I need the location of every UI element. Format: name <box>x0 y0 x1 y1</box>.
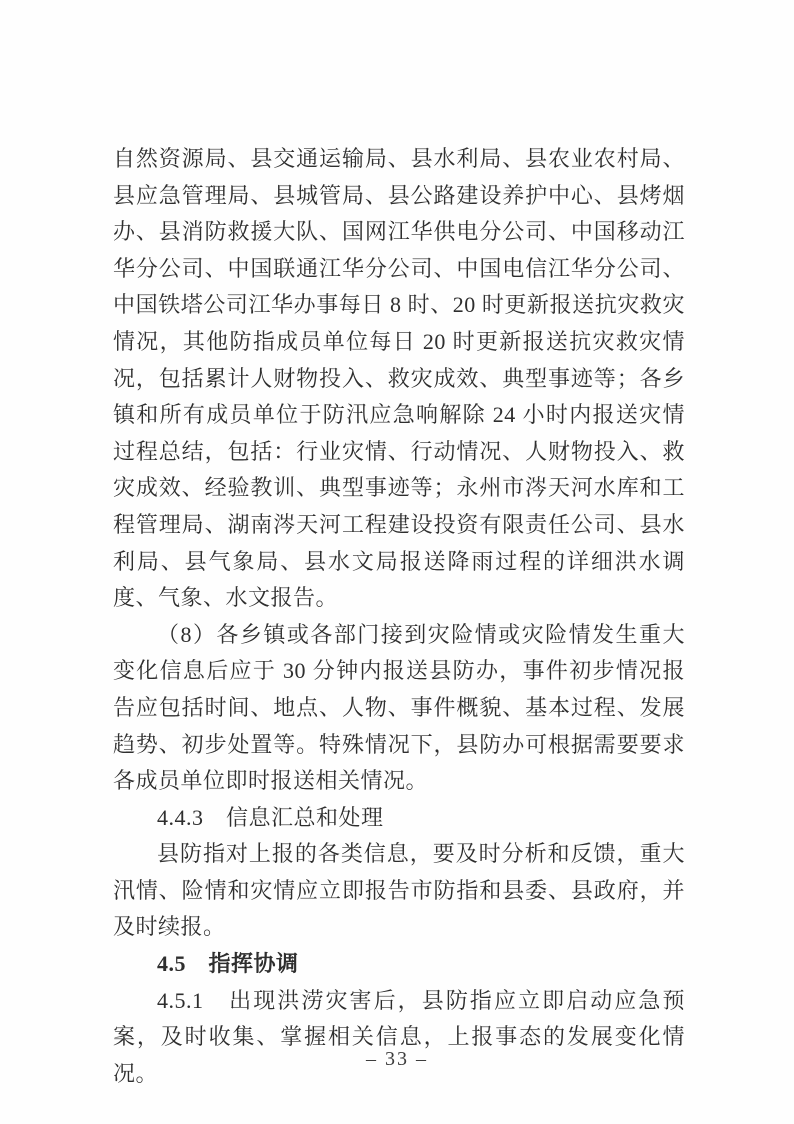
paragraph-4-4-3: 县防指对上报的各类信息，要及时分析和反馈，重大汛情、险情和灾情应立即报告市防指和县委、县政府，并及时续报。 <box>113 841 685 940</box>
page-body <box>113 141 685 1092</box>
heading-4-5: 4.5 指挥协调 <box>157 951 299 977</box>
paragraph-item-8: （8）各乡镇或各部门接到灾险情或灾险情发生重大变化信息后应于 30 分钟内报送县防办，事件初步情况报告应包括时间、地点、人物、事件概貌、基本过程、发展趋势、初步处置等。特殊情况下，县防办可根据需要要求各成员单位即时报送相关情况。 <box>113 621 685 794</box>
paragraph-continuation: 自然资源局、县交通运输局、县水利局、县农业农村局、县应急管理局、县城管局、县公路建设养护中心、县烤烟办、县消防救援大队、国网江华供电分公司、中国移动江华分公司、中国联通江华分公司、中国电信江华分公司、中国铁塔公司江华办事每日 8 时、20 时更新报送抗灾救灾情况，其他防指成员单位每日 20 时更新报送抗灾救灾情况，包括累计人财物投入、救灾成效、典型事迹等；各乡镇和所有成员单位于防汛应急响解除 24 小时内报送灾情过程总结，包括：行业灾情、行动情况、人财物投入、救灾成效、经验教训、典型事迹等；永州市涔天河水库和工程管理局、湖南涔天河工程建设投资有限责任公司、县水利局、县气象局、县水文局报送降雨过程的详细洪水调度、气象、水文报告。 <box>113 146 685 611</box>
heading-4-4-3: 4.4.3 信息汇总和处理 <box>157 804 384 830</box>
paragraph-4-5-1: 4.5.1 出现洪涝灾害后，县防指应立即启动应急预案，及时收集、掌握相关信息，上报事态的发展变化情况。 <box>113 987 685 1086</box>
page-number: – 33 – <box>366 1048 428 1070</box>
